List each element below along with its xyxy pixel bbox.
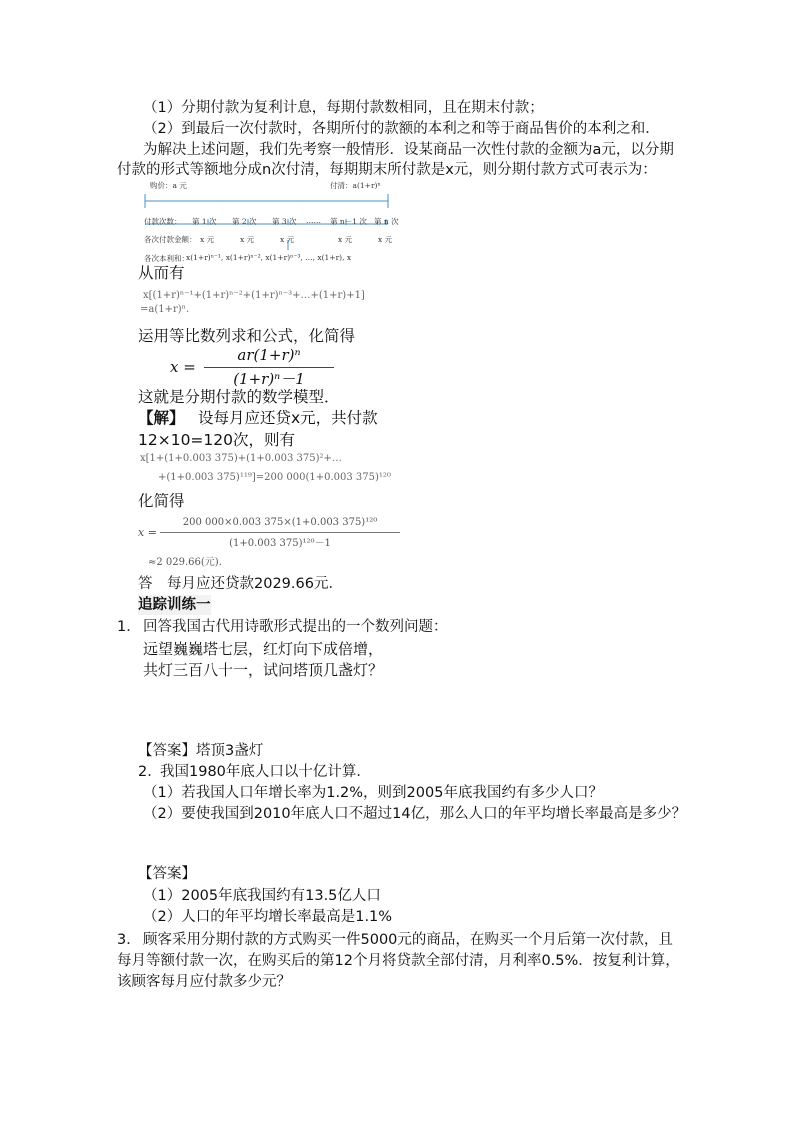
diagram-period-1: 第 1 次 — [192, 217, 217, 226]
condition-1: （1）分期付款为复利计息，每期付款数相同，且在期末付款； — [143, 100, 544, 116]
q2-answer-tag: 【答案】 — [138, 866, 196, 882]
formula-loan-fraction — [138, 517, 408, 572]
payment-count-line: 12×10=120次，则有 — [138, 431, 296, 449]
track-training-title: 追踪训练一 — [138, 597, 211, 613]
main-answer: 答 每月应还贷款2029.66元． — [138, 576, 343, 592]
q3-line-1: 顾客采用分期付款的方式购买一件5000元的商品，在购买一个月后第一次付款，且 — [143, 932, 673, 948]
formula-x-denominator: (1+r)ⁿ－1 — [233, 370, 305, 388]
yunyong-line: 运用等比数列求和公式，化简得 — [138, 327, 356, 345]
solution-text: 设每月应还贷x元，共付款 — [198, 409, 378, 427]
q2-answer-2: （2）人口的年平均增长率最高是1.1% — [143, 909, 393, 925]
q1-number: 1． — [117, 619, 141, 635]
q1-poem-line-2: 共灯三百八十一，试问塔顶几盏灯？ — [143, 661, 384, 679]
diagram-compound-values: x(1+r)ⁿ⁻¹, x(1+r)ⁿ⁻², x(1+r)ⁿ⁻³, …, x(1+r), x — [186, 253, 352, 262]
q2-text: 我国1980年底人口以十亿计算． — [160, 764, 371, 780]
diagram-amount-n: x 元 — [378, 235, 393, 244]
diagram-period-3: 第 3 次 — [272, 217, 297, 226]
q2-part-2: （2）要使我国到2010年底人口不超过14亿，那么人口的年平均增长率最高是多少？ — [143, 806, 687, 822]
formula-loan-line-1: x[1+(1+0.003 375)+(1+0.003 375)²+… — [140, 453, 342, 464]
diagram-pay-label: 付清：a(1+r)ⁿ — [330, 181, 381, 190]
diagram-row1-label: 付款次数： — [144, 217, 182, 226]
formula-loan-denominator: (1+0.003 375)¹²⁰－1 — [229, 538, 331, 549]
q2-number: 2． — [138, 764, 162, 780]
formula-loan-line-2: +(1+0.003 375)¹¹⁹]=200 000(1+0.003 375)¹²⁰ — [158, 472, 391, 483]
diagram-period-n-1: 第 n－1 次 — [330, 217, 367, 226]
formula-loan-lhs: x = — [138, 526, 157, 539]
q1-answer: 【答案】塔顶3盏灯 — [138, 743, 264, 759]
q1-poem-line-1: 远望巍巍塔七层，红灯向下成倍增， — [143, 640, 384, 658]
intro-line-1: 为解决上述问题，我们先考察一般情形．设某商品一次性付款的金额为a元，以分期 — [143, 142, 674, 158]
loan-fraction-bar — [160, 532, 400, 533]
q2-answer-1: （1）2005年底我国约有13.5亿人口 — [143, 888, 381, 904]
diagram-period-ellipsis: …… — [306, 216, 321, 225]
formula-x-lhs: x = — [170, 358, 196, 376]
q3-number: 3． — [117, 932, 141, 948]
diagram-row2-label: 各次付款金额： — [144, 235, 197, 244]
model-line: 这就是分期付款的数学模型． — [138, 388, 340, 406]
formula-sum-line-1: x[(1+r)ⁿ⁻¹+(1+r)ⁿ⁻²+(1+r)ⁿ⁻³+…+(1+r)+1] — [143, 290, 365, 301]
diagram-amount-2: x 元 — [240, 235, 255, 244]
diagram-amount-1: x 元 — [200, 235, 215, 244]
q3-line-3: 该顾客每月应付款多少元？ — [117, 974, 291, 990]
formula-sum-line-2: =a(1+r)ⁿ. — [140, 304, 190, 315]
huajian-line: 化简得 — [138, 492, 185, 510]
diagram-buy-label: 购价：a 元 — [150, 181, 187, 190]
condition-2: （2）到最后一次付款时，各期所付的款额的本利之和等于商品售价的本利之和． — [143, 121, 660, 137]
cong-er-you: 从而有 — [138, 264, 185, 282]
q3-line-2: 每月等额付款一次，在购买后的第12个月将贷款全部付清，月利率0.5%．按复利计算， — [117, 953, 680, 969]
diagram-amount-n-1: x 元 — [338, 235, 353, 244]
diagram-amount-3: x 元 — [280, 235, 295, 244]
intro-line-2: 付款的形式等额地分成n次付清，每期期末所付款是x元，则分期付款方式可表示为： — [117, 162, 657, 178]
diagram-period-n: 第 n 次 — [374, 217, 399, 226]
formula-loan-numerator: 200 000×0.003 375×(1+0.003 375)¹²⁰ — [182, 517, 378, 528]
q2-part-1: （1）若我国人口年增长率为1.2%，则到2005年底我国约有多少人口？ — [143, 785, 603, 801]
formula-x-fraction — [170, 346, 390, 386]
formula-x-numerator: ar(1+r)ⁿ — [237, 346, 301, 364]
diagram-period-2: 第 2 次 — [232, 217, 257, 226]
q1-text: 回答我国古代用诗歌形式提出的一个数列问题： — [143, 619, 448, 635]
formula-loan-approx: ≈2 029.66(元). — [148, 557, 222, 568]
installment-diagram — [140, 178, 405, 268]
diagram-row3-label: 各次本利和： — [144, 254, 189, 263]
solution-tag: 【解】 — [138, 409, 185, 427]
